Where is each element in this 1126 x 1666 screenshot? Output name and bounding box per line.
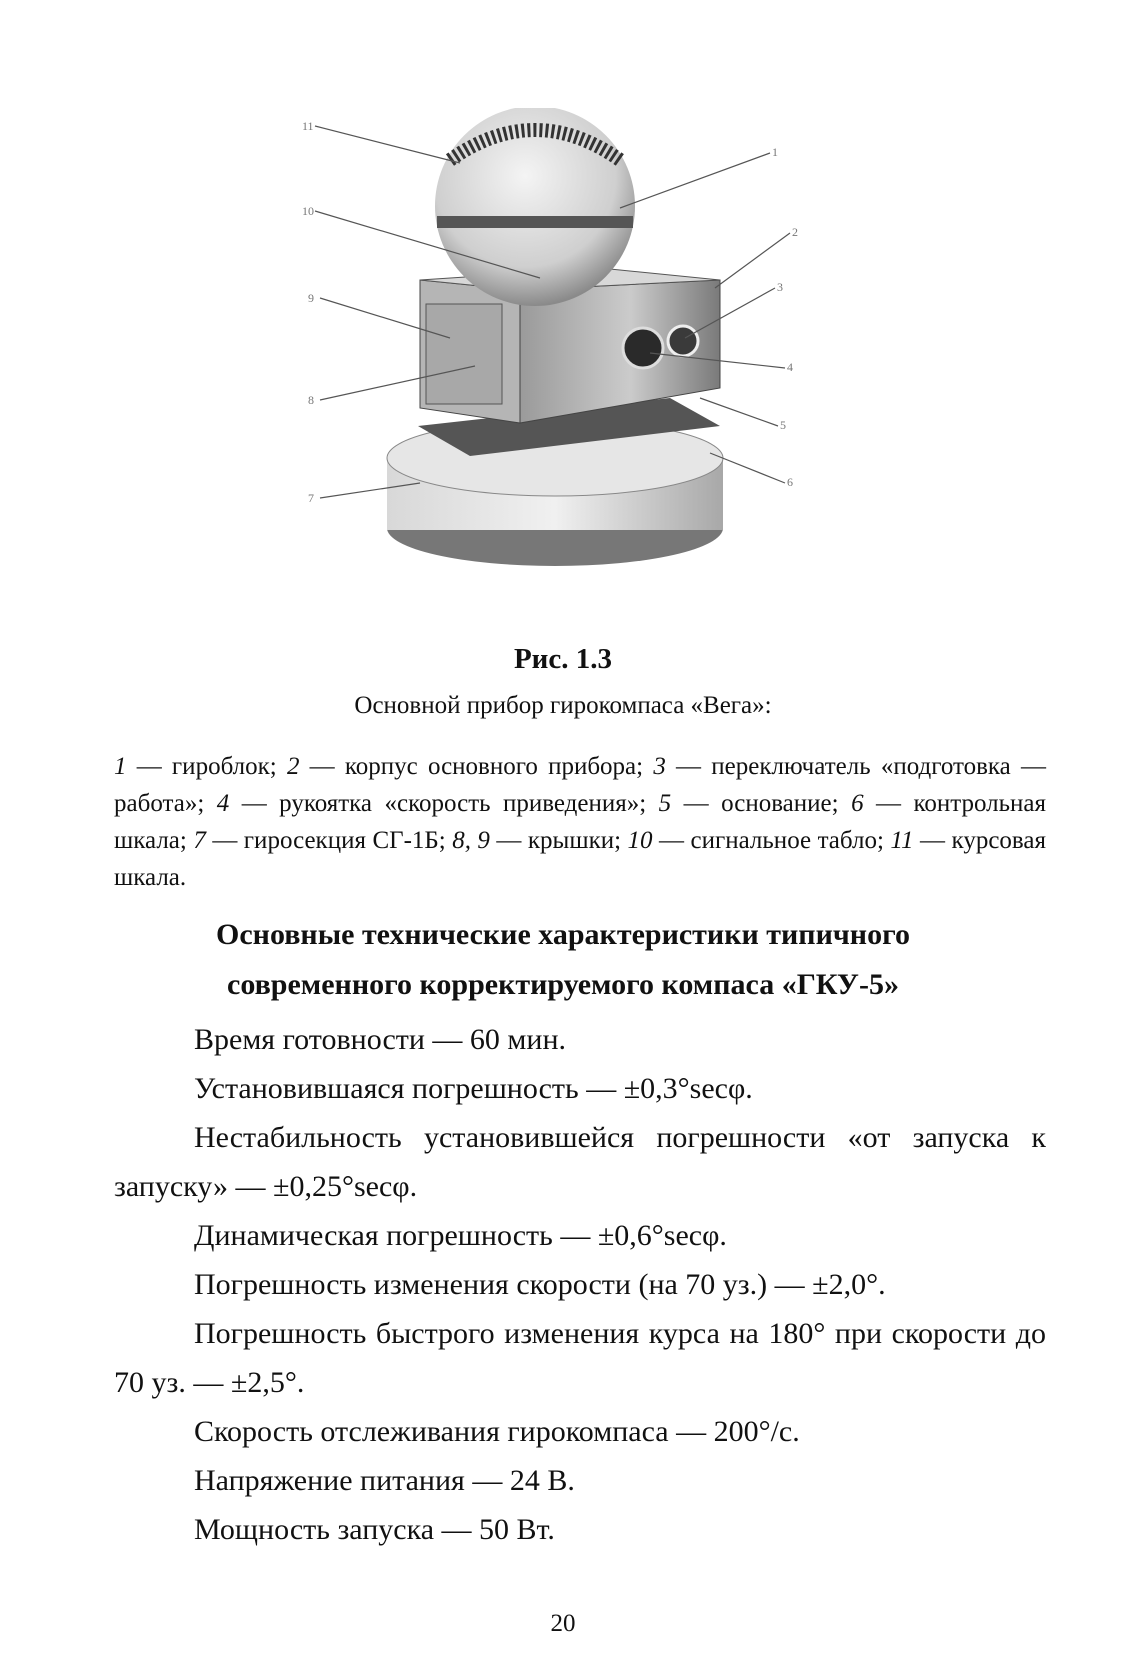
spec-item: Напряжение питания — 24 В.: [194, 1464, 575, 1497]
spec-item: Погрешность быстрого изменения курса на 180° при скорости до 70 уз. — ±2,5°.: [114, 1317, 1046, 1399]
callout-10: 10: [302, 204, 314, 218]
legend-num: 11: [890, 827, 914, 854]
legend-num: 5: [658, 790, 672, 817]
figure-legend: [114, 748, 1046, 896]
callout-6: 6: [787, 475, 793, 489]
callout-8: 8: [308, 393, 314, 407]
callout-1: 1: [772, 145, 778, 159]
legend-text: — гироблок;: [126, 753, 287, 780]
legend-text: — курсовая шкала.: [114, 827, 1046, 891]
heading-line-2: современного корректируемого компаса «ГКУ-5»: [227, 968, 899, 1001]
callout-2: 2: [792, 225, 798, 239]
legend-text: — крышки;: [489, 827, 628, 854]
speed-knob: [668, 326, 698, 356]
legend-num: 2: [286, 753, 300, 780]
switch-dial: [623, 328, 663, 368]
legend-num: 1: [114, 753, 127, 780]
legend-text: — корпус основного прибора;: [299, 753, 654, 780]
legend-num: 7: [193, 827, 206, 854]
legend-num: 8, 9: [452, 827, 490, 854]
legend-text: — переключатель «подготовка — работа»;: [114, 753, 1046, 817]
spec-item: Скорость отслеживания гирокомпаса — 200°/с.: [194, 1415, 800, 1448]
sphere-band: [437, 216, 633, 228]
page-number: 20: [550, 1610, 576, 1637]
figure-subtitle: Основной прибор гирокомпаса «Вега»:: [354, 692, 772, 719]
legend-num: 10: [627, 827, 653, 854]
legend-text: — контрольная шкала;: [114, 790, 1047, 854]
callout-9: 9: [308, 291, 314, 305]
legend-num: 3: [653, 753, 666, 780]
spec-item: Динамическая погрешность — ±0,6°secφ.: [194, 1219, 727, 1252]
gyrocompass-illustration: [300, 108, 820, 608]
legend-text: — основание;: [671, 790, 852, 817]
spec-list: [114, 1015, 1046, 1554]
spec-item: Нестабильность установившейся погрешности «от запуска к запуску» — ±0,25°secφ.: [114, 1121, 1046, 1203]
callout-7: 7: [308, 491, 314, 505]
legend-text: — рукоятка «скорость приведения»;: [229, 790, 659, 817]
spec-item: Погрешность изменения скорости (на 70 уз.) — ±2,0°.: [194, 1268, 886, 1301]
legend-num: 6: [851, 790, 864, 817]
heading-line-1: Основные технические характеристики типичного: [216, 918, 910, 951]
gyrocompass-figure: [300, 108, 820, 608]
spec-item: Мощность запуска — 50 Вт.: [194, 1513, 555, 1546]
cover-panel: [426, 304, 502, 404]
legend-text: — гиросекция СГ-1Б;: [205, 827, 453, 854]
section-heading: [0, 910, 1126, 1010]
callout-4: 4: [787, 360, 793, 374]
callout-11: 11: [302, 119, 314, 133]
legend-text: — сигнальное табло;: [652, 827, 891, 854]
spec-item: Установившаяся погрешность — ±0,3°secφ.: [194, 1072, 753, 1105]
callout-5: 5: [780, 418, 786, 432]
callout-3: 3: [777, 280, 783, 294]
figure-title: Рис. 1.3: [513, 643, 613, 675]
spec-item: Время готовности — 60 мин.: [194, 1023, 567, 1056]
legend-num: 4: [216, 790, 230, 817]
